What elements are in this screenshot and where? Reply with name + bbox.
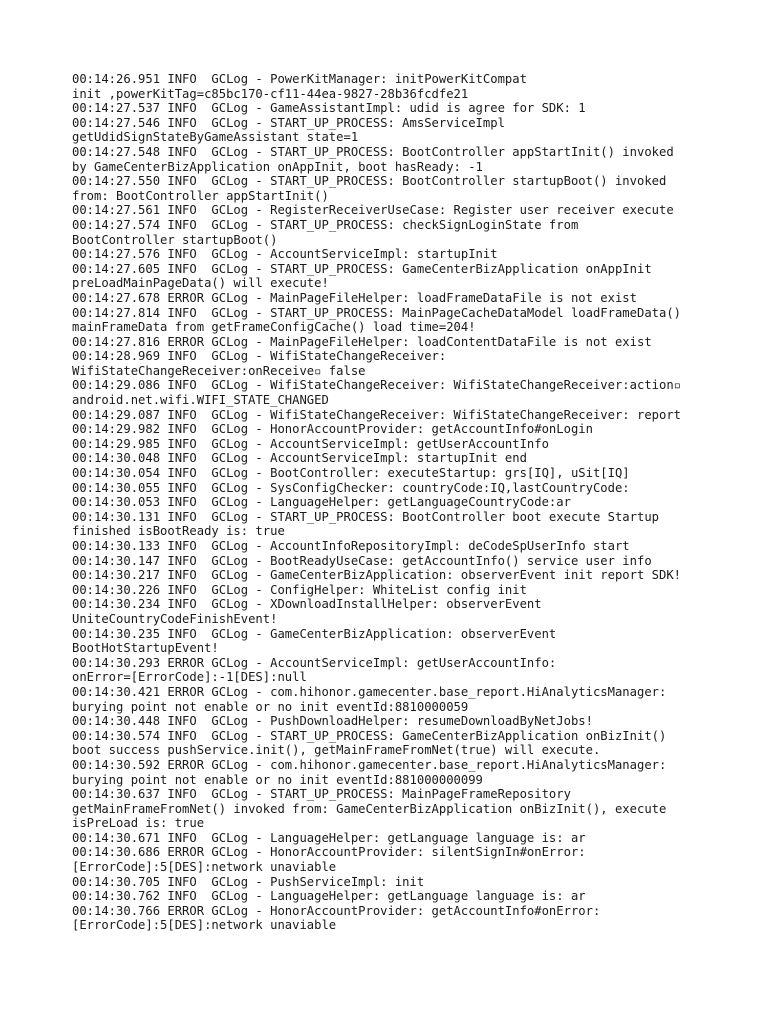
log-line: 00:14:27.576 INFO GCLog - AccountServiceImpl: startupInit [72,247,498,262]
log-line: WifiStateChangeReceiver:onReceive▫ false [72,363,366,378]
log-line: android.net.wifi.WIFI_STATE_CHANGED [72,393,329,408]
log-line: 00:14:30.421 ERROR GCLog - com.hihonor.gamecenter.base_report.HiAnalyticsManager: [72,684,667,699]
log-line: burying point not enable or no init eventId:881000000099 [72,772,483,787]
log-line: 00:14:30.131 INFO GCLog - START_UP_PROCESS: BootController boot execute Startup [72,509,659,524]
log-line: 00:14:30.705 INFO GCLog - PushServiceImpl: init [72,874,425,889]
log-line: 00:14:30.234 INFO GCLog - XDownloadInstallHelper: observerEvent [72,597,542,612]
log-line: 00:14:30.766 ERROR GCLog - HonorAccountProvider: getAccountInfo#onError: [72,903,601,918]
log-line: 00:14:30.574 INFO GCLog - START_UP_PROCESS: GameCenterBizApplication onBizInit() [72,728,667,743]
log-line: 00:14:30.053 INFO GCLog - LanguageHelper: getLanguageCountryCode:ar [72,495,571,510]
log-line: onError=[ErrorCode]:-1[DES]:null [72,670,307,685]
log-line: 00:14:27.546 INFO GCLog - START_UP_PROCESS: AmsServiceImpl [72,115,505,130]
log-line: 00:14:27.605 INFO GCLog - START_UP_PROCESS: GameCenterBizApplication onAppInit [72,261,652,276]
log-line: 00:14:27.548 INFO GCLog - START_UP_PROCESS: BootController appStartInit() invoked [72,144,674,159]
log-line: 00:14:30.686 ERROR GCLog - HonorAccountProvider: silentSignIn#onError: [72,845,586,860]
log-line: mainFrameData from getFrameConfigCache() load time=204! [72,320,476,335]
log-line: 00:14:30.671 INFO GCLog - LanguageHelper: getLanguage language is: ar [72,830,586,845]
log-line: 00:14:30.133 INFO GCLog - AccountInfoRepositoryImpl: deCodeSpUserInfo start [72,539,630,553]
log-line: init ,powerKitTag=c85bc170-cf11-44ea-9827-28b36fcdfe21 [72,86,469,101]
log-line: 00:14:29.982 INFO GCLog - HonorAccountProvider: getAccountInfo#onLogin [72,422,593,437]
log-line: UniteCountryCodeFinishEvent! [72,611,278,626]
log-line: BootHotStartupEvent! [72,641,219,656]
log-line: 00:14:28.969 INFO GCLog - WifiStateChangeReceiver: [72,349,447,364]
log-line: [ErrorCode]:5[DES]:network unaviable [72,860,337,875]
log-line: 00:14:30.762 INFO GCLog - LanguageHelper: getLanguage language is: ar [72,889,586,904]
log-line: 00:14:29.086 INFO GCLog - WifiStateChangeReceiver: WifiStateChangeReceiver:action▫ [72,378,682,393]
log-line: by GameCenterBizApplication onAppInit, boot hasReady: -1 [72,159,483,174]
log-line: 00:14:30.217 INFO GCLog - GameCenterBizApplication: observerEvent init report SDK! [72,568,682,583]
log-line: 00:14:26.951 INFO GCLog - PowerKitManager: initPowerKitCompat [72,72,527,86]
log-line: 00:14:29.087 INFO GCLog - WifiStateChangeReceiver: WifiStateChangeReceiver: report [72,407,682,422]
log-line: 00:14:30.592 ERROR GCLog - com.hihonor.gamecenter.base_report.HiAnalyticsManager: [72,757,667,772]
log-line: 00:14:29.985 INFO GCLog - AccountServiceImpl: getUserAccountInfo [72,436,549,451]
log-line: 00:14:30.235 INFO GCLog - GameCenterBizApplication: observerEvent [72,626,557,641]
log-line: preLoadMainPageData() will execute! [72,276,329,291]
log-line: 00:14:27.574 INFO GCLog - START_UP_PROCESS: checkSignLoginState from [72,217,579,232]
log-document [72,72,712,933]
log-line: 00:14:27.814 INFO GCLog - START_UP_PROCESS: MainPageCacheDataModel loadFrameData() [72,305,682,320]
log-line: burying point not enable or no init eventId:8810000059 [72,699,469,714]
log-line: isPreLoad is: true [72,816,205,831]
log-line: getUdidSignStateByGameAssistant state=1 [72,130,359,145]
log-line: 00:14:27.678 ERROR GCLog - MainPageFileHelper: loadFrameDataFile is not exist [72,290,637,305]
log-line: 00:14:27.550 INFO GCLog - START_UP_PROCESS: BootController startupBoot() invoked [72,174,667,189]
log-line: 00:14:27.816 ERROR GCLog - MainPageFileHelper: loadContentDataFile is not exist [72,334,652,349]
log-line: from: BootController appStartInit() [72,188,329,203]
log-line: 00:14:27.537 INFO GCLog - GameAssistantImpl: udid is agree for SDK: 1 [72,101,586,116]
log-line: 00:14:27.561 INFO GCLog - RegisterReceiverUseCase: Register user receiver execute [72,203,674,218]
log-line: [ErrorCode]:5[DES]:network unaviable [72,918,337,933]
log-line: getMainFrameFromNet() invoked from: GameCenterBizApplication onBizInit(), execute [72,801,667,816]
log-line: 00:14:30.448 INFO GCLog - PushDownloadHelper: resumeDownloadByNetJobs! [72,714,593,729]
log-line: BootController startupBoot() [72,232,278,247]
log-line: finished isBootReady is: true [72,524,285,539]
log-line: 00:14:30.054 INFO GCLog - BootController: executeStartup: grs[IQ], uSit[IQ] [72,466,630,481]
log-line: 00:14:30.055 INFO GCLog - SysConfigChecker: countryCode:IQ,lastCountryCode: [72,480,630,495]
log-line: 00:14:30.293 ERROR GCLog - AccountServiceImpl: getUserAccountInfo: [72,655,557,670]
log-line: boot success pushService.init(), getMainFrameFromNet(true) will execute. [72,743,601,758]
log-line: 00:14:30.637 INFO GCLog - START_UP_PROCESS: MainPageFrameRepository [72,787,571,802]
log-line: 00:14:30.048 INFO GCLog - AccountServiceImpl: startupInit end [72,451,527,466]
log-line: 00:14:30.147 INFO GCLog - BootReadyUseCase: getAccountInfo() service user info [72,553,652,568]
log-line: 00:14:30.226 INFO GCLog - ConfigHelper: WhiteList config init [72,582,527,597]
